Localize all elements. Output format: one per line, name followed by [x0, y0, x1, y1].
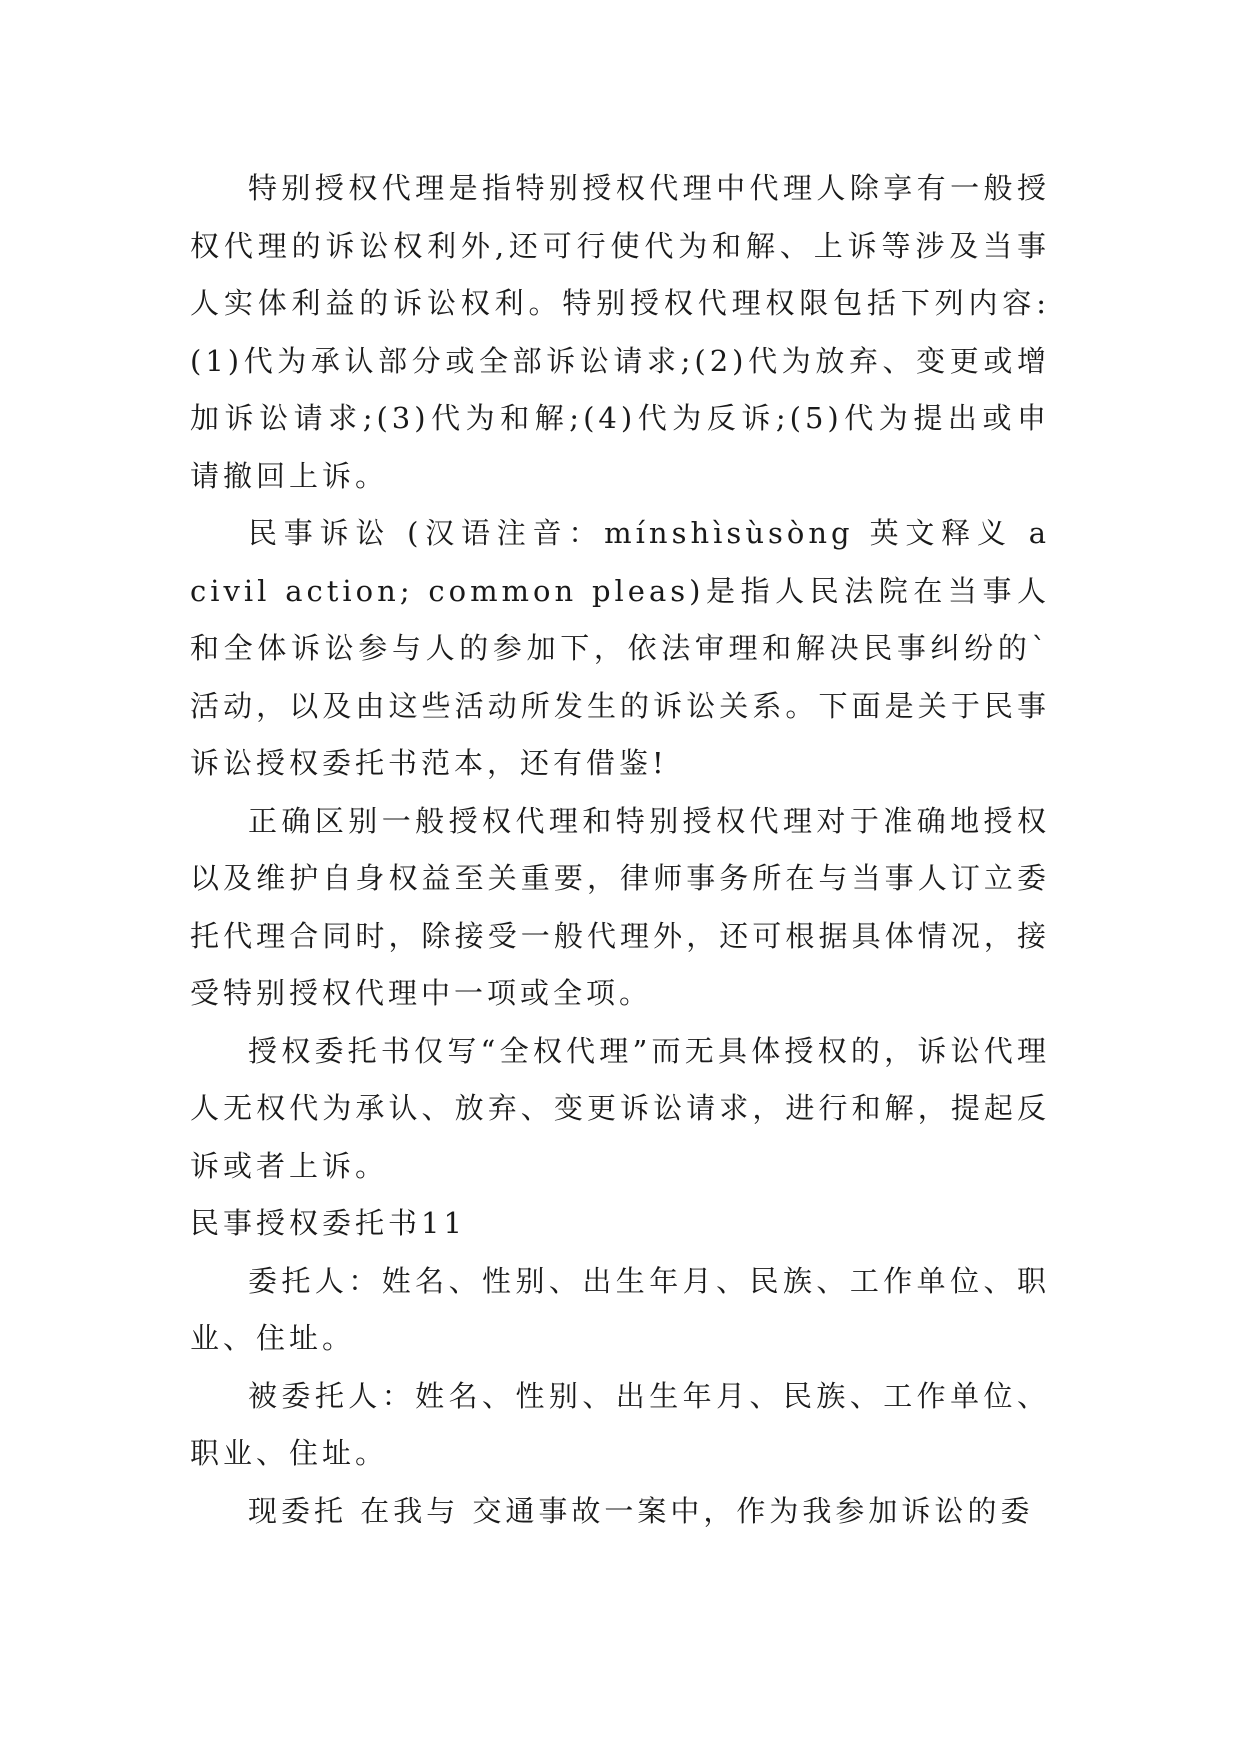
paragraph-authorization-distinction: 正确区别一般授权代理和特别授权代理对于准确地授权以及维护自身权益至关重要，律师事务所在与当事人订立委托代理合同时，除接受一般代理外，还可根据具体情况，接受特别授权代理中一项或全项。	[190, 803, 1050, 1010]
paragraph-full-authority-note: 授权委托书仅写“全权代理”而无具体授权的，诉讼代理人无权代为承认、放弃、变更诉讼请求，进行和解，提起反诉或者上诉。	[190, 1033, 1050, 1183]
paragraph-agent: 被委托人：姓名、性别、出生年月、民族、工作单位、职业、住址。	[190, 1378, 1050, 1470]
section-heading: 民事授权委托书11	[190, 1206, 466, 1240]
document-body	[190, 160, 1050, 1540]
paragraph-special-authorization: 特别授权代理是指特别授权代理中代理人除享有一般授权代理的诉讼权利外,还可行使代为和解、上诉等涉及当事人实体利益的诉讼权利。特别授权代理权限包括下列内容:(1)代为承认部分或全部诉讼请求;(2)代为放弃、变更或增加诉讼请求;(3)代为和解;(4)代为反诉;(5)代为提出或申请撤回上诉。	[190, 171, 1050, 493]
paragraph-entrustment: 现委托 在我与 交通事故一案中，作为我参加诉讼的委	[248, 1493, 1034, 1528]
paragraph-principal: 委托人：姓名、性别、出生年月、民族、工作单位、职业、住址。	[190, 1263, 1050, 1355]
paragraph-civil-litigation-definition: 民事诉讼 (汉语注音：mínshìsùsòng 英文释义 a civil action; common pleas)是指人民法院在当事人和全体诉讼参与人的参加下，依法审理和解决民事纠纷的`活动，以及由这些活动所发生的诉讼关系。下面是关于民事诉讼授权委托书范本，还有借鉴!	[190, 516, 1050, 780]
